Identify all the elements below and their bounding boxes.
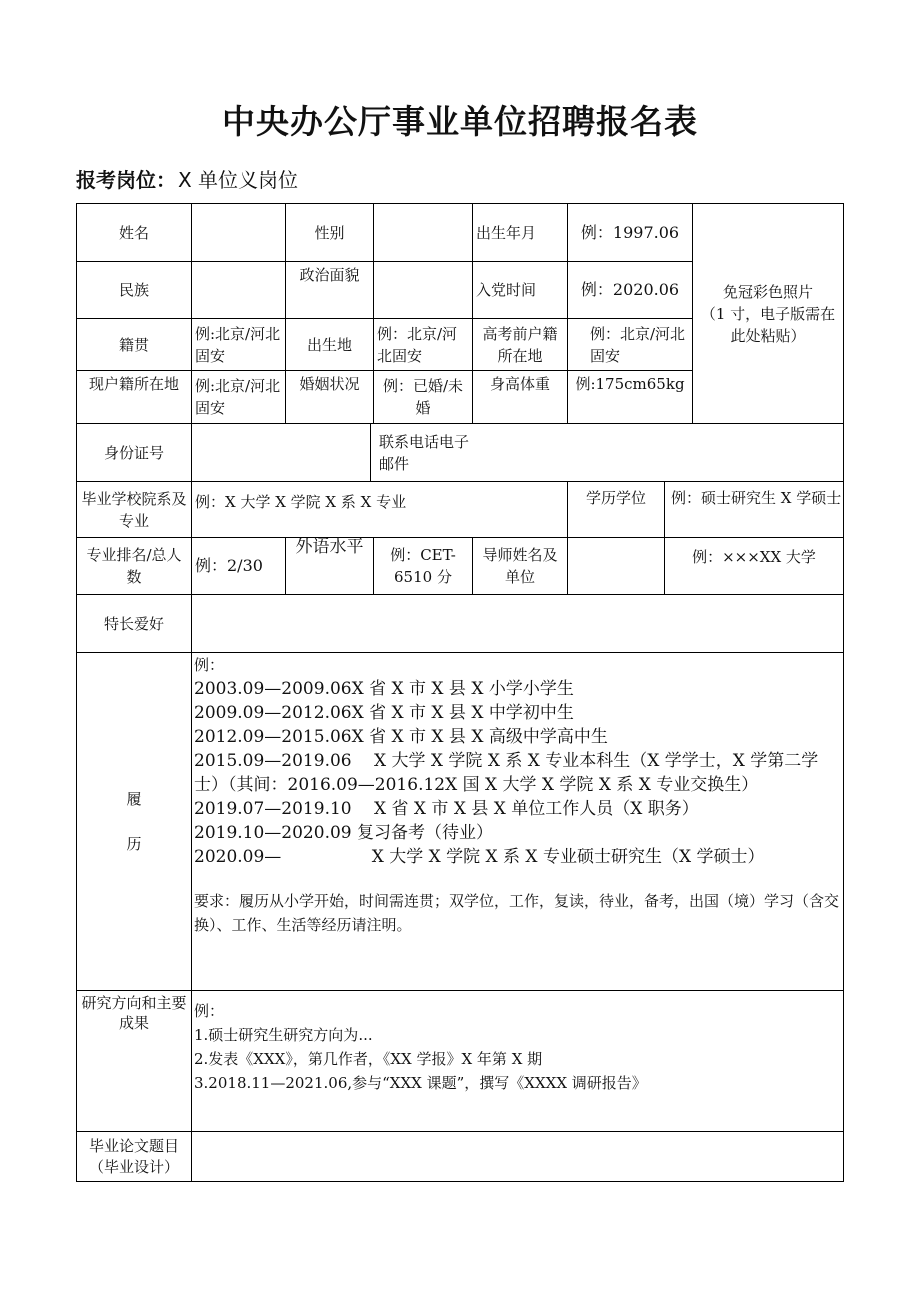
- resume-label-char-1: 履: [126, 790, 142, 808]
- party-join-field[interactable]: 例：2020.06: [580, 280, 680, 299]
- hobby-field[interactable]: [192, 595, 843, 652]
- birthplace-field[interactable]: 例：北京/河北固安: [377, 324, 458, 365]
- contact-field[interactable]: [473, 424, 843, 481]
- photo-box[interactable]: [693, 204, 843, 423]
- photo-line-1: 免冠彩色照片: [722, 282, 813, 301]
- current-hukou-label: 现户籍所在地: [88, 375, 179, 393]
- research-line: 3.2018.11—2021.06,参与“XXX 课题”，撰写《XXXX 调研报告》: [194, 1074, 647, 1092]
- hobby-label: 特长爱好: [103, 614, 164, 633]
- applied-position: [76, 164, 298, 193]
- foreign-language-label: 外语水平: [295, 537, 364, 557]
- resume-example-label: 例：: [194, 656, 225, 674]
- thesis-field[interactable]: [192, 1132, 843, 1181]
- applied-position-label: 报考岗位：: [76, 168, 176, 192]
- native-place-label: 籍贯: [118, 335, 149, 354]
- degree-label: 学历学位: [585, 489, 646, 507]
- party-join-label: 入党时间: [476, 281, 537, 299]
- pre-exam-hukou-field[interactable]: 例：北京/河北固安: [590, 324, 686, 365]
- photo-line-2: （1 寸，电子版需在: [700, 304, 836, 323]
- ethnicity-label: 民族: [118, 281, 149, 299]
- research-line: 1.硕士研究生研究方向为...: [194, 1026, 373, 1044]
- foreign-language-field[interactable]: 例：CET-6510 分: [390, 546, 456, 586]
- degree-field[interactable]: 例：硕士研究生 X 学硕士: [671, 489, 842, 507]
- id-number-field[interactable]: [192, 424, 370, 481]
- gender-label: 性别: [314, 223, 345, 242]
- name-label: 姓名: [118, 223, 149, 242]
- resume-label-char-2: 历: [126, 835, 142, 853]
- birth-date-field[interactable]: 例：1997.06: [580, 222, 680, 242]
- resume-line: 士）（其间：2016.09—2016.12X 国 X 大学 X 学院 X 系 X 专业交换生）: [194, 775, 759, 795]
- research-line: 2.发表《XXX》，第几作者，《XX 学报》X 年第 X 期: [194, 1050, 543, 1068]
- current-hukou-field[interactable]: 例:北京/河北固安: [195, 377, 281, 417]
- political-status-label: 政治面貌: [299, 266, 360, 284]
- native-place-field[interactable]: 例:北京/河北固安: [195, 324, 281, 365]
- advisor-field[interactable]: [568, 538, 664, 594]
- ethnicity-field[interactable]: [192, 262, 285, 318]
- table-border-right: [843, 203, 844, 1182]
- major-rank-label: 专业排名/总人数: [86, 546, 182, 586]
- height-weight-field[interactable]: 例:175cm65kg: [575, 375, 685, 393]
- school-major-field[interactable]: 例：X 大学 X 学院 X 系 X 专业: [195, 493, 407, 511]
- photo-line-3: 此处粘贴）: [730, 326, 806, 345]
- marital-status-label: 婚姻状况: [299, 375, 360, 393]
- resume-line: 2009.09—2012.06X 省 X 市 X 县 X 中学初中生: [194, 703, 574, 723]
- resume-field[interactable]: [192, 653, 843, 990]
- page-title: 中央办公厅事业单位招聘报名表: [222, 102, 698, 141]
- resume-label: [77, 653, 191, 990]
- pre-exam-hukou-label: 高考前户籍所在地: [482, 324, 558, 365]
- resume-line: 2003.09—2009.06X 省 X 市 X 县 X 小学小学生: [194, 679, 574, 699]
- id-number-label: 身份证号: [103, 443, 164, 462]
- name-field[interactable]: [192, 204, 285, 261]
- thesis-label: 毕业论文题目（毕业设计）: [88, 1136, 179, 1176]
- advisor-label: 导师姓名及单位: [482, 546, 558, 586]
- applied-position-value: X 单位义岗位: [178, 168, 299, 192]
- resume-line: 2019.07—2019.10 X 省 X 市 X 县 X 单位工作人员（X 职务）: [194, 799, 699, 819]
- advisor-unit-field[interactable]: 例：×××XX 大学: [692, 548, 816, 566]
- research-example-label: 例：: [194, 1002, 225, 1020]
- research-label: 研究方向和主要成果: [81, 994, 187, 1032]
- resume-line: 2019.10—2020.09 复习备考（待业）: [194, 823, 494, 843]
- contact-label: 联系电话电子邮件: [379, 432, 470, 473]
- birth-date-label: 出生年月: [476, 223, 537, 242]
- gender-field[interactable]: [374, 204, 472, 261]
- resume-line: 2015.09—2019.06 X 大学 X 学院 X 系 X 专业本科生（X 学学士，X 学第二学: [194, 751, 819, 771]
- birthplace-label: 出生地: [306, 335, 352, 354]
- political-status-field[interactable]: [374, 262, 472, 318]
- resume-line: 2020.09— X 大学 X 学院 X 系 X 专业硕士研究生（X 学硕士）: [194, 847, 765, 867]
- height-weight-label: 身高体重: [489, 375, 550, 393]
- marital-status-field[interactable]: 例：已婚/未婚: [382, 377, 464, 417]
- research-field[interactable]: [192, 991, 843, 1131]
- resume-line: 2012.09—2015.06X 省 X 市 X 县 X 高级中学高中生: [194, 727, 608, 747]
- resume-requirement: 要求：履历从小学开始，时间需连贯；双学位，工作，复读，待业，备考，出国（境）学习（含交换）、工作、生活等经历请注明。: [194, 892, 840, 934]
- major-rank-field[interactable]: 例：2/30: [195, 556, 263, 575]
- school-major-label: 毕业学校院系及专业: [81, 489, 187, 530]
